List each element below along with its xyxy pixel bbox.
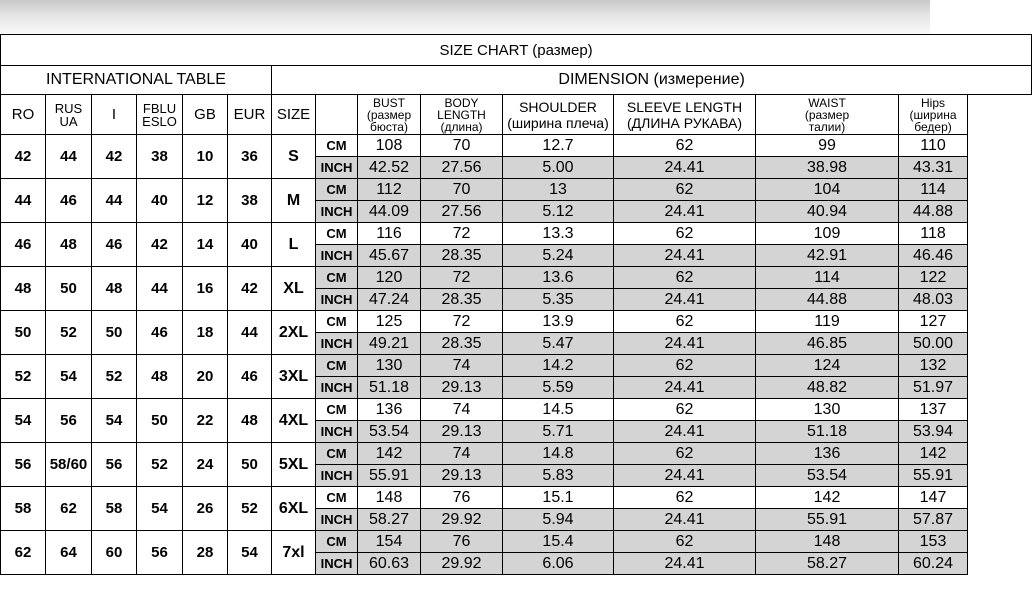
column-header-row <box>1 95 1032 135</box>
body-length-cm: 72 <box>421 223 503 245</box>
waist-inch: 48.82 <box>756 377 899 399</box>
size-row-cm <box>1 267 1032 289</box>
intl-size-ro: 46 <box>1 223 46 267</box>
shoulder-inch: 5.00 <box>503 157 614 179</box>
size-label: 3XL <box>272 355 316 399</box>
col-ro: RO <box>1 95 46 135</box>
intl-size-ro: 48 <box>1 267 46 311</box>
intl-size-ro: 52 <box>1 355 46 399</box>
waist-inch: 46.85 <box>756 333 899 355</box>
unit-cm: CM <box>316 311 358 333</box>
unit-inch: INCH <box>316 289 358 311</box>
bust-cm: 125 <box>358 311 421 333</box>
bust-inch: 42.52 <box>358 157 421 179</box>
hips-cm: 147 <box>899 487 968 509</box>
shoulder-inch: 5.71 <box>503 421 614 443</box>
intl-size-eur: 42 <box>228 267 272 311</box>
hips-inch: 44.88 <box>899 201 968 223</box>
waist-inch: 58.27 <box>756 553 899 575</box>
size-row-cm <box>1 223 1032 245</box>
waist-cm: 136 <box>756 443 899 465</box>
body-length-cm: 70 <box>421 179 503 201</box>
intl-size-gb: 28 <box>183 531 228 575</box>
bust-cm: 108 <box>358 135 421 157</box>
body-length-inch: 29.13 <box>421 421 503 443</box>
bust-inch: 58.27 <box>358 509 421 531</box>
hips-cm: 137 <box>899 399 968 421</box>
waist-cm: 109 <box>756 223 899 245</box>
shoulder-cm: 14.5 <box>503 399 614 421</box>
size-label: M <box>272 179 316 223</box>
hips-inch: 51.97 <box>899 377 968 399</box>
sleeve-length-cm: 62 <box>614 311 756 333</box>
hips-inch: 55.91 <box>899 465 968 487</box>
size-label: 2XL <box>272 311 316 355</box>
size-label: 6XL <box>272 487 316 531</box>
col-eur: EUR <box>228 95 272 135</box>
intl-size-i: 54 <box>92 399 137 443</box>
unit-cm: CM <box>316 135 358 157</box>
intl-size-fblu: 48 <box>137 355 183 399</box>
waist-cm: 124 <box>756 355 899 377</box>
body-length-inch: 27.56 <box>421 201 503 223</box>
intl-size-i: 44 <box>92 179 137 223</box>
intl-size-i: 60 <box>92 531 137 575</box>
unit-inch: INCH <box>316 421 358 443</box>
waist-cm: 99 <box>756 135 899 157</box>
sleeve-length-inch: 24.41 <box>614 377 756 399</box>
bust-inch: 49.21 <box>358 333 421 355</box>
hips-inch: 50.00 <box>899 333 968 355</box>
intl-size-rus: 64 <box>46 531 92 575</box>
sleeve-length-cm: 62 <box>614 355 756 377</box>
shoulder-inch: 5.12 <box>503 201 614 223</box>
size-row-cm <box>1 531 1032 553</box>
sleeve-length-inch: 24.41 <box>614 157 756 179</box>
bust-cm: 154 <box>358 531 421 553</box>
body-length-cm: 76 <box>421 531 503 553</box>
bust-cm: 142 <box>358 443 421 465</box>
intl-size-fblu: 56 <box>137 531 183 575</box>
size-row-cm <box>1 135 1032 157</box>
intl-size-ro: 50 <box>1 311 46 355</box>
body-length-inch: 29.92 <box>421 509 503 531</box>
body-length-cm: 76 <box>421 487 503 509</box>
sleeve-length-cm: 62 <box>614 399 756 421</box>
bust-cm: 130 <box>358 355 421 377</box>
waist-cm: 142 <box>756 487 899 509</box>
bust-inch: 44.09 <box>358 201 421 223</box>
col-fblu-eslo: FBLU ESLO <box>137 95 183 135</box>
waist-inch: 40.94 <box>756 201 899 223</box>
sleeve-length-inch: 24.41 <box>614 509 756 531</box>
intl-size-gb: 14 <box>183 223 228 267</box>
intl-size-ro: 62 <box>1 531 46 575</box>
sleeve-length-cm: 62 <box>614 135 756 157</box>
waist-cm: 114 <box>756 267 899 289</box>
hips-inch: 48.03 <box>899 289 968 311</box>
intl-size-rus: 54 <box>46 355 92 399</box>
shoulder-cm: 13.3 <box>503 223 614 245</box>
unit-cm: CM <box>316 487 358 509</box>
intl-size-i: 42 <box>92 135 137 179</box>
size-label: 4XL <box>272 399 316 443</box>
hips-cm: 142 <box>899 443 968 465</box>
body-length-cm: 72 <box>421 311 503 333</box>
sleeve-length-cm: 62 <box>614 487 756 509</box>
sleeve-length-inch: 24.41 <box>614 553 756 575</box>
dimension-heading: DIMENSION (измерение) <box>272 66 1032 95</box>
intl-size-ro: 56 <box>1 443 46 487</box>
sleeve-length-inch: 24.41 <box>614 289 756 311</box>
intl-size-fblu: 44 <box>137 267 183 311</box>
body-length-inch: 28.35 <box>421 289 503 311</box>
col-gb: GB <box>183 95 228 135</box>
unit-cm: CM <box>316 443 358 465</box>
intl-size-gb: 24 <box>183 443 228 487</box>
hips-cm: 127 <box>899 311 968 333</box>
hips-cm: 118 <box>899 223 968 245</box>
sleeve-length-cm: 62 <box>614 179 756 201</box>
unit-inch: INCH <box>316 553 358 575</box>
intl-size-rus: 48 <box>46 223 92 267</box>
unit-inch: INCH <box>316 201 358 223</box>
body-length-cm: 74 <box>421 399 503 421</box>
shoulder-cm: 15.1 <box>503 487 614 509</box>
intl-size-eur: 52 <box>228 487 272 531</box>
size-row-cm <box>1 399 1032 421</box>
shoulder-cm: 15.4 <box>503 531 614 553</box>
col-body-length: BODY LENGTH (длина) <box>421 95 503 135</box>
hips-cm: 110 <box>899 135 968 157</box>
unit-cm: CM <box>316 355 358 377</box>
sleeve-length-inch: 24.41 <box>614 245 756 267</box>
sleeve-length-cm: 62 <box>614 223 756 245</box>
intl-size-fblu: 46 <box>137 311 183 355</box>
bust-cm: 148 <box>358 487 421 509</box>
sleeve-length-cm: 62 <box>614 531 756 553</box>
col-i: I <box>92 95 137 135</box>
bust-inch: 51.18 <box>358 377 421 399</box>
bust-inch: 47.24 <box>358 289 421 311</box>
size-row-cm <box>1 487 1032 509</box>
intl-size-gb: 16 <box>183 267 228 311</box>
col-size: SIZE <box>272 95 316 135</box>
intl-size-ro: 54 <box>1 399 46 443</box>
size-row-cm <box>1 355 1032 377</box>
body-length-inch: 29.13 <box>421 377 503 399</box>
bust-inch: 45.67 <box>358 245 421 267</box>
body-length-cm: 70 <box>421 135 503 157</box>
body-length-inch: 28.35 <box>421 245 503 267</box>
waist-inch: 38.98 <box>756 157 899 179</box>
shoulder-cm: 13.6 <box>503 267 614 289</box>
chart-title: SIZE CHART (размер) <box>1 35 1032 66</box>
unit-cm: CM <box>316 267 358 289</box>
size-label: L <box>272 223 316 267</box>
sleeve-length-cm: 62 <box>614 443 756 465</box>
intl-size-eur: 44 <box>228 311 272 355</box>
intl-size-fblu: 42 <box>137 223 183 267</box>
body-length-inch: 28.35 <box>421 333 503 355</box>
international-table-heading: INTERNATIONAL TABLE <box>1 66 272 95</box>
intl-size-i: 58 <box>92 487 137 531</box>
intl-size-i: 48 <box>92 267 137 311</box>
intl-size-eur: 36 <box>228 135 272 179</box>
shoulder-cm: 14.2 <box>503 355 614 377</box>
waist-inch: 42.91 <box>756 245 899 267</box>
size-chart-table <box>0 34 1032 575</box>
top-gradient-band <box>0 0 930 34</box>
waist-cm: 130 <box>756 399 899 421</box>
body-length-inch: 29.92 <box>421 553 503 575</box>
unit-cm: CM <box>316 179 358 201</box>
waist-inch: 55.91 <box>756 509 899 531</box>
waist-cm: 148 <box>756 531 899 553</box>
intl-size-ro: 58 <box>1 487 46 531</box>
intl-size-rus: 44 <box>46 135 92 179</box>
intl-size-eur: 50 <box>228 443 272 487</box>
waist-cm: 104 <box>756 179 899 201</box>
intl-size-gb: 18 <box>183 311 228 355</box>
intl-size-fblu: 50 <box>137 399 183 443</box>
body-length-cm: 74 <box>421 355 503 377</box>
shoulder-inch: 6.06 <box>503 553 614 575</box>
intl-size-fblu: 54 <box>137 487 183 531</box>
size-row-cm <box>1 179 1032 201</box>
intl-size-gb: 12 <box>183 179 228 223</box>
unit-cm: CM <box>316 399 358 421</box>
size-label: 5XL <box>272 443 316 487</box>
intl-size-fblu: 38 <box>137 135 183 179</box>
size-row-cm <box>1 443 1032 465</box>
body-length-inch: 27.56 <box>421 157 503 179</box>
intl-size-i: 56 <box>92 443 137 487</box>
hips-cm: 153 <box>899 531 968 553</box>
hips-cm: 132 <box>899 355 968 377</box>
bust-inch: 55.91 <box>358 465 421 487</box>
shoulder-cm: 12.7 <box>503 135 614 157</box>
intl-size-rus: 58/60 <box>46 443 92 487</box>
shoulder-inch: 5.59 <box>503 377 614 399</box>
hips-inch: 53.94 <box>899 421 968 443</box>
intl-size-gb: 20 <box>183 355 228 399</box>
size-label: XL <box>272 267 316 311</box>
bust-cm: 116 <box>358 223 421 245</box>
col-sleeve-length: SLEEVE LENGTH (ДЛИНА РУКАВА) <box>614 95 756 135</box>
shoulder-inch: 5.94 <box>503 509 614 531</box>
col-shoulder: SHOULDER (ширина плеча) <box>503 95 614 135</box>
unit-cm: CM <box>316 223 358 245</box>
sleeve-length-inch: 24.41 <box>614 201 756 223</box>
waist-inch: 51.18 <box>756 421 899 443</box>
unit-inch: INCH <box>316 157 358 179</box>
intl-size-eur: 54 <box>228 531 272 575</box>
bust-cm: 136 <box>358 399 421 421</box>
body-length-inch: 29.13 <box>421 465 503 487</box>
intl-size-gb: 22 <box>183 399 228 443</box>
intl-size-fblu: 40 <box>137 179 183 223</box>
waist-inch: 44.88 <box>756 289 899 311</box>
intl-size-gb: 26 <box>183 487 228 531</box>
intl-size-i: 46 <box>92 223 137 267</box>
unit-inch: INCH <box>316 333 358 355</box>
shoulder-cm: 14.8 <box>503 443 614 465</box>
sleeve-length-cm: 62 <box>614 267 756 289</box>
col-waist: WAIST (размер талии) <box>756 95 899 135</box>
col-hips: Hips (ширина бедер) <box>899 95 968 135</box>
intl-size-gb: 10 <box>183 135 228 179</box>
body-length-cm: 72 <box>421 267 503 289</box>
waist-cm: 119 <box>756 311 899 333</box>
hips-inch: 60.24 <box>899 553 968 575</box>
bust-cm: 112 <box>358 179 421 201</box>
col-rus-ua: RUS UA <box>46 95 92 135</box>
shoulder-inch: 5.35 <box>503 289 614 311</box>
sleeve-length-inch: 24.41 <box>614 465 756 487</box>
shoulder-cm: 13.9 <box>503 311 614 333</box>
intl-size-rus: 52 <box>46 311 92 355</box>
size-label: 7xl <box>272 531 316 575</box>
intl-size-rus: 62 <box>46 487 92 531</box>
col-unit <box>316 95 358 135</box>
unit-inch: INCH <box>316 245 358 267</box>
intl-size-fblu: 52 <box>137 443 183 487</box>
intl-size-eur: 40 <box>228 223 272 267</box>
sleeve-length-inch: 24.41 <box>614 333 756 355</box>
intl-size-eur: 38 <box>228 179 272 223</box>
waist-inch: 53.54 <box>756 465 899 487</box>
hips-cm: 122 <box>899 267 968 289</box>
shoulder-cm: 13 <box>503 179 614 201</box>
intl-size-i: 50 <box>92 311 137 355</box>
intl-size-eur: 48 <box>228 399 272 443</box>
unit-inch: INCH <box>316 509 358 531</box>
intl-size-rus: 56 <box>46 399 92 443</box>
intl-size-i: 52 <box>92 355 137 399</box>
size-label: S <box>272 135 316 179</box>
unit-cm: CM <box>316 531 358 553</box>
bust-cm: 120 <box>358 267 421 289</box>
sleeve-length-inch: 24.41 <box>614 421 756 443</box>
shoulder-inch: 5.83 <box>503 465 614 487</box>
shoulder-inch: 5.24 <box>503 245 614 267</box>
intl-size-ro: 42 <box>1 135 46 179</box>
col-bust: BUST (размер бюста) <box>358 95 421 135</box>
bust-inch: 53.54 <box>358 421 421 443</box>
hips-cm: 114 <box>899 179 968 201</box>
unit-inch: INCH <box>316 377 358 399</box>
intl-size-rus: 50 <box>46 267 92 311</box>
shoulder-inch: 5.47 <box>503 333 614 355</box>
size-row-cm <box>1 311 1032 333</box>
bust-inch: 60.63 <box>358 553 421 575</box>
intl-size-rus: 46 <box>46 179 92 223</box>
hips-inch: 46.46 <box>899 245 968 267</box>
unit-inch: INCH <box>316 465 358 487</box>
intl-size-eur: 46 <box>228 355 272 399</box>
body-length-cm: 74 <box>421 443 503 465</box>
hips-inch: 57.87 <box>899 509 968 531</box>
intl-size-ro: 44 <box>1 179 46 223</box>
hips-inch: 43.31 <box>899 157 968 179</box>
